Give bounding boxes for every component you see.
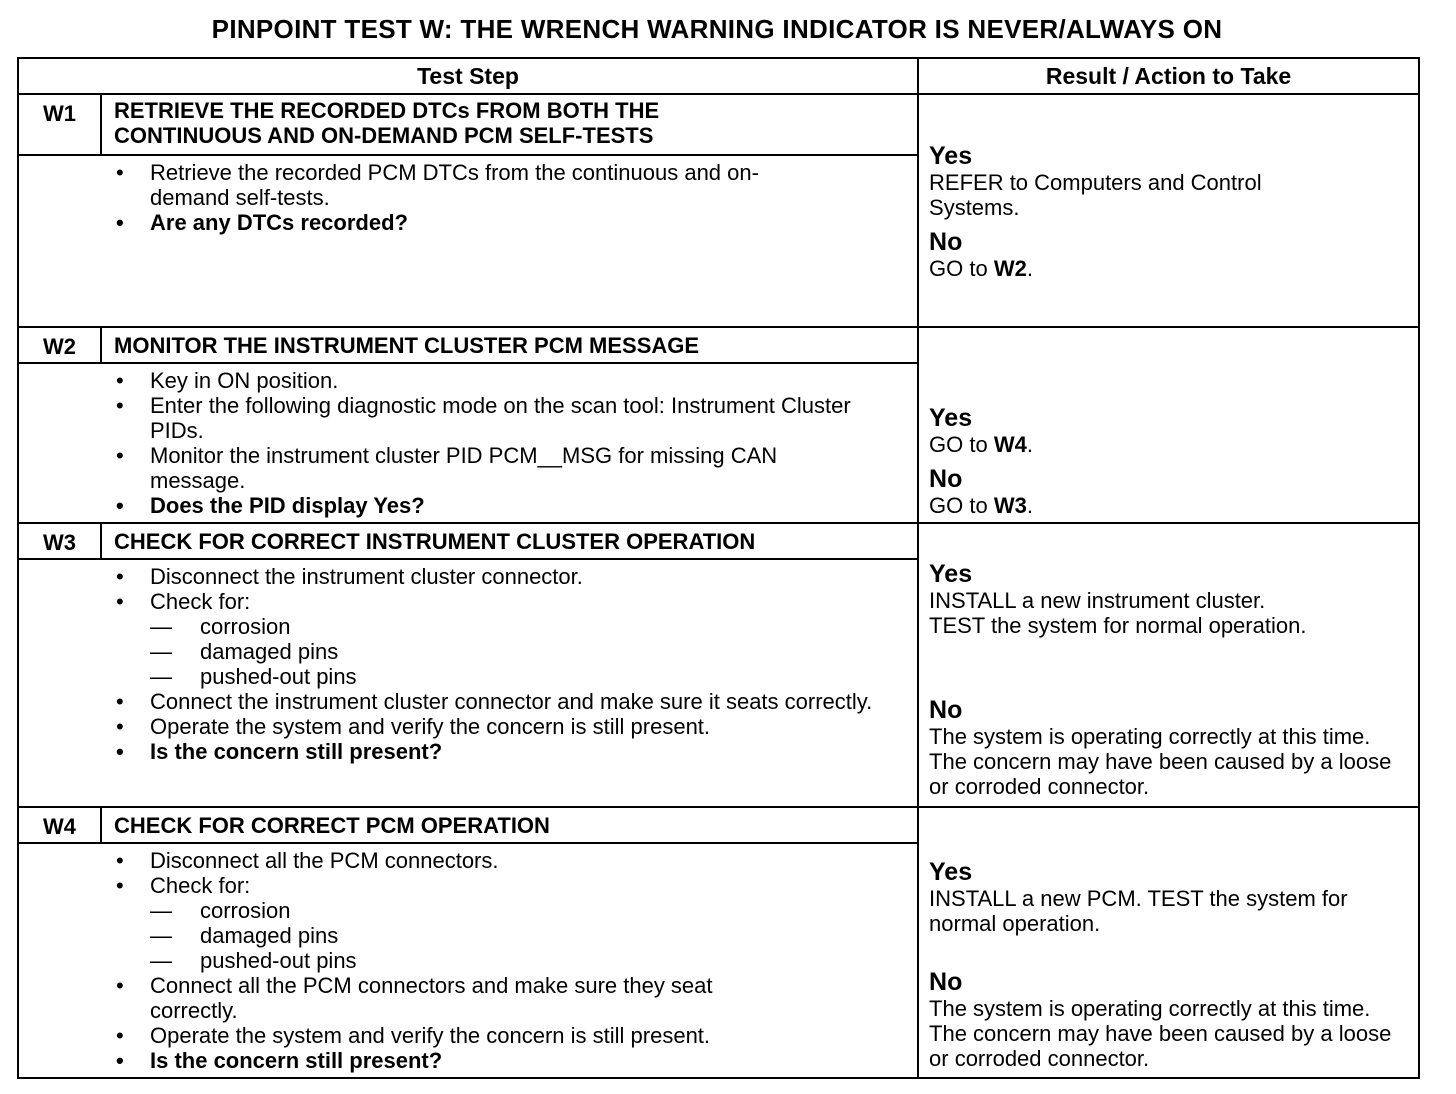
check-item: — pushed-out pins	[150, 948, 804, 973]
step-w4-title-row	[18, 807, 1419, 843]
no-text-suffix: .	[1026, 256, 1033, 281]
no-text-prefix: GO to	[929, 256, 994, 281]
no-text: The system is operating correctly at this time. The concern may have been caused by a loose or corroded connector.	[929, 724, 1392, 799]
check-list	[114, 898, 804, 973]
step-reference: W2	[993, 256, 1027, 281]
yes-label: Yes	[929, 560, 973, 588]
no-text: The system is operating correctly at this time. The concern may have been caused by a loose or corroded connector.	[929, 996, 1392, 1071]
step-bullet: • Disconnect all the PCM connectors.	[114, 848, 804, 873]
step-id: W2	[18, 327, 101, 363]
yes-result	[929, 404, 1408, 457]
page-title: PINPOINT TEST W: THE WRENCH WARNING INDICATOR IS NEVER/ALWAYS ON	[211, 14, 1223, 44]
step-bullet-list	[114, 564, 874, 764]
step-title: MONITOR THE INSTRUMENT CLUSTER PCM MESSAGE	[101, 327, 918, 363]
step-reference: W4	[993, 432, 1027, 457]
step-id: W4	[18, 807, 101, 843]
step-bullet-text: Check for:	[150, 873, 251, 898]
check-item: — corrosion	[150, 614, 874, 639]
no-label: No	[929, 696, 963, 724]
step-w4-result	[918, 807, 1419, 1078]
check-item: — pushed-out pins	[150, 664, 874, 689]
no-label: No	[929, 228, 963, 256]
step-bullet: • Key in ON position.	[114, 368, 864, 393]
step-question: • Does the PID display Yes?	[114, 493, 864, 518]
step-bullet: • Operate the system and verify the concern is still present.	[114, 1023, 804, 1048]
step-w1-title-row	[18, 94, 1419, 155]
yes-text-line: INSTALL a new instrument cluster.	[929, 588, 1266, 613]
step-bullet: • Connect all the PCM connectors and make sure they seat correctly.	[114, 973, 804, 1023]
yes-text-suffix: .	[1026, 432, 1033, 457]
table-header-row	[18, 58, 1419, 94]
no-text-prefix: GO to	[929, 493, 994, 518]
no-text	[929, 256, 1408, 281]
no-text	[929, 493, 1408, 518]
step-bullet	[114, 589, 874, 689]
header-result: Result / Action to Take	[918, 58, 1419, 94]
no-label: No	[929, 968, 963, 996]
step-reference: W3	[993, 493, 1027, 518]
step-bullet-text: Check for:	[150, 589, 251, 614]
step-title-line: CONTINUOUS AND ON-DEMAND PCM SELF-TESTS	[114, 123, 654, 148]
step-w2-result	[918, 327, 1419, 523]
no-result	[929, 228, 1408, 281]
step-bullet	[114, 873, 804, 973]
step-bullet: • Operate the system and verify the concern is still present.	[114, 714, 874, 739]
yes-label: Yes	[929, 142, 973, 170]
step-title-line: RETRIEVE THE RECORDED DTCs FROM BOTH THE	[114, 98, 660, 123]
yes-result	[929, 560, 1408, 638]
check-item: — damaged pins	[150, 639, 874, 664]
step-bullet-list	[114, 160, 814, 235]
step-question: • Is the concern still present?	[114, 739, 874, 764]
step-bullet-list	[114, 848, 804, 1073]
yes-text-line: TEST the system for normal operation.	[929, 613, 1307, 638]
step-w1-result	[918, 94, 1419, 327]
pinpoint-test-table	[17, 57, 1420, 1079]
no-result	[929, 696, 1408, 799]
yes-result	[929, 142, 1408, 220]
no-result	[929, 968, 1408, 1071]
yes-text: REFER to Computers and Control Systems.	[929, 170, 1262, 220]
step-bullet: • Monitor the instrument cluster PID PCM__MSG for missing CAN message.	[114, 443, 864, 493]
yes-text: INSTALL a new PCM. TEST the system for normal operation.	[929, 886, 1348, 936]
step-bullet: • Connect the instrument cluster connector and make sure it seats correctly.	[114, 689, 874, 714]
step-body	[18, 559, 918, 807]
check-item: — corrosion	[150, 898, 804, 923]
yes-text	[929, 432, 1408, 457]
header-test-step: Test Step	[18, 58, 918, 94]
no-text-suffix: .	[1026, 493, 1033, 518]
step-title: CHECK FOR CORRECT INSTRUMENT CLUSTER OPERATION	[101, 523, 918, 559]
yes-result	[929, 858, 1408, 936]
check-list	[114, 614, 874, 689]
no-result	[929, 465, 1408, 518]
step-id: W1	[18, 94, 101, 155]
step-title: CHECK FOR CORRECT PCM OPERATION	[101, 807, 918, 843]
step-bullet-list	[114, 368, 864, 518]
step-bullet: • Disconnect the instrument cluster connector.	[114, 564, 874, 589]
yes-label: Yes	[929, 404, 973, 432]
step-bullet: • Enter the following diagnostic mode on the scan tool: Instrument Cluster PIDs.	[114, 393, 864, 443]
step-question: • Are any DTCs recorded?	[114, 210, 814, 235]
step-body	[18, 155, 918, 327]
step-body	[18, 843, 918, 1078]
step-w3-result	[918, 523, 1419, 807]
step-title	[101, 94, 918, 155]
step-body	[18, 363, 918, 523]
check-item: — damaged pins	[150, 923, 804, 948]
yes-text-prefix: GO to	[929, 432, 994, 457]
step-id: W3	[18, 523, 101, 559]
yes-label: Yes	[929, 858, 973, 886]
no-label: No	[929, 465, 963, 493]
step-w3-title-row	[18, 523, 1419, 559]
step-question: • Is the concern still present?	[114, 1048, 804, 1073]
step-bullet: • Retrieve the recorded PCM DTCs from the continuous and on-demand self-tests.	[114, 160, 814, 210]
step-w2-title-row	[18, 327, 1419, 363]
